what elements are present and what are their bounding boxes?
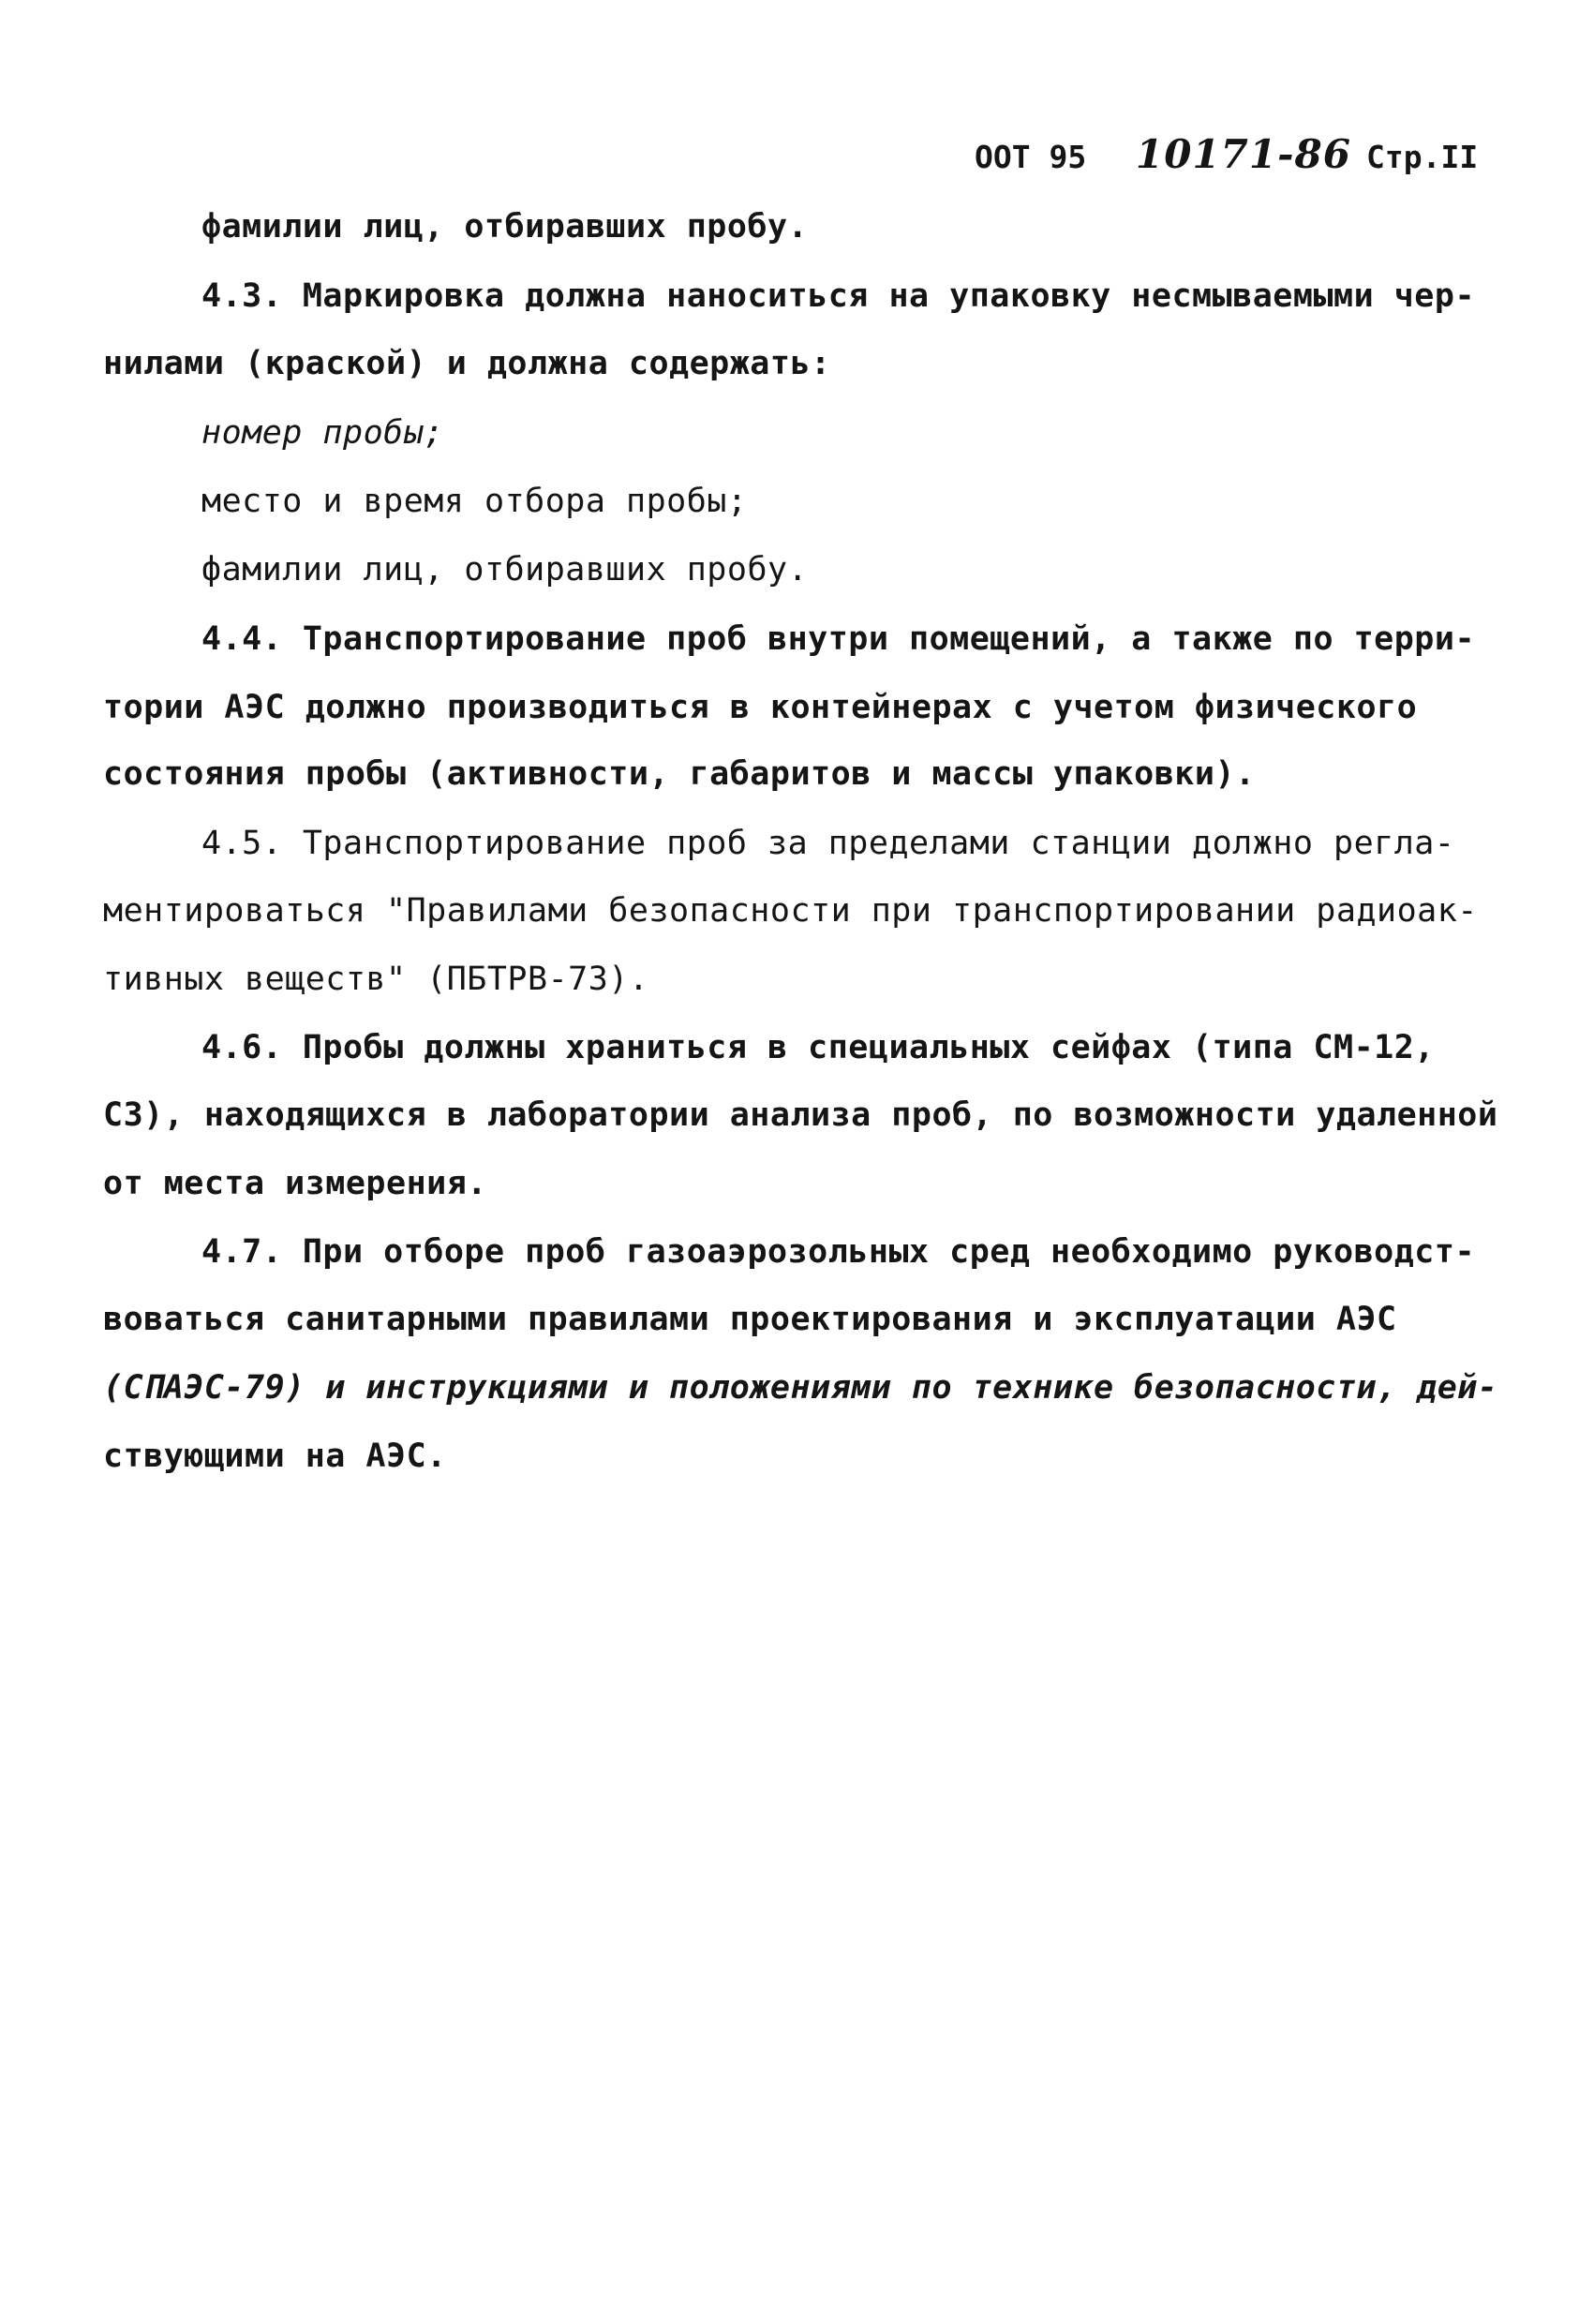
text-line: тивных веществ" (ПБТРВ-73). [103, 961, 649, 998]
text-line: воваться санитарными правилами проектирования и эксплуатации АЭС [103, 1301, 1397, 1338]
page-number: Стр.II [1366, 139, 1479, 175]
page-header [975, 129, 1499, 176]
list-item: фамилии лиц, отбиравших пробу. [201, 551, 809, 588]
standard-code: ООТ 95 [975, 139, 1087, 175]
text-line: тории АЭС должно производиться в контейнерах с учетом физического [103, 689, 1418, 726]
list-item: номер пробы; [201, 414, 444, 452]
paragraph-4-4: 4.4. Транспортирование проб внутри помещений, а также по терри- [201, 620, 1476, 658]
standard-number: 10171-86 [1136, 131, 1351, 177]
paragraph-4-3: 4.3. Маркировка должна наноситься на упаковку несмываемыми чер- [201, 277, 1476, 315]
text-line: фамилии лиц, отбиравших пробу. [201, 208, 809, 246]
text-line: (СПАЭС-79) и инструкциями и положениями по технике безопасности, дей- [103, 1369, 1498, 1407]
list-item: место и время отбора пробы; [201, 483, 748, 520]
text-line: С3), находящихся в лаборатории анализа проб, по возможности удаленной [103, 1096, 1498, 1134]
text-line: состояния пробы (активности, габаритов и массы упаковки). [103, 755, 1256, 793]
text-line: от места измерения. [103, 1165, 487, 1202]
text-line: нилами (краской) и должна содержать: [103, 345, 831, 382]
text-line: ментироваться "Правилами безопасности при транспортировании радиоак- [103, 892, 1478, 930]
paragraph-4-6: 4.6. Пробы должны храниться в специальных сейфах (типа СМ-12, [201, 1029, 1435, 1066]
paragraph-4-7: 4.7. При отборе проб газоаэрозольных сред необходимо руководст- [201, 1233, 1476, 1271]
paragraph-4-5: 4.5. Транспортирование проб за пределами станции должно регла- [201, 825, 1455, 862]
text-line: ствующими на АЭС. [103, 1438, 447, 1475]
